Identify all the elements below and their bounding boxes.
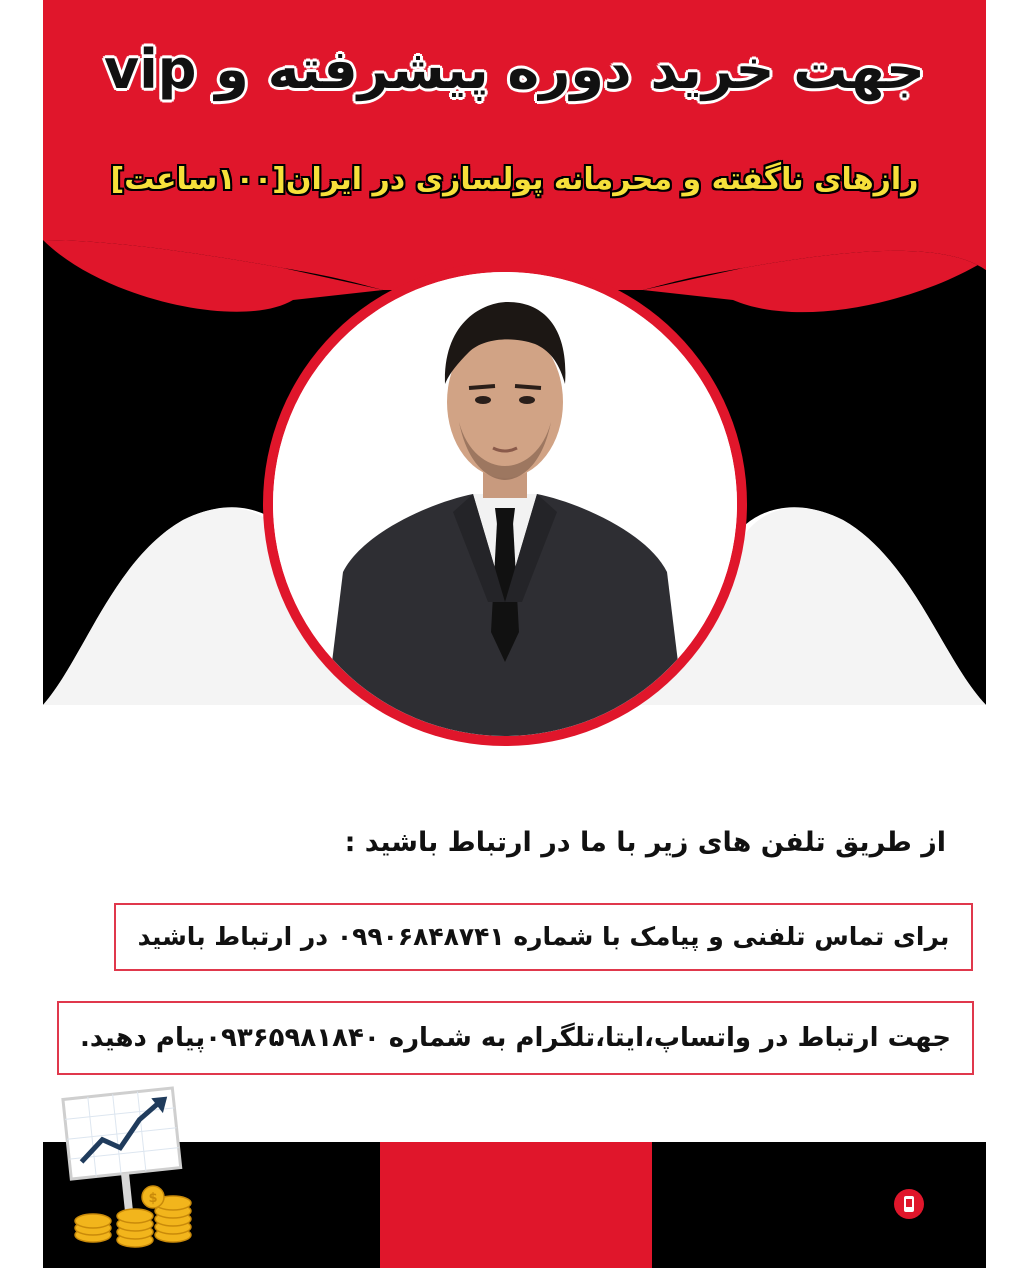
contact-heading: از طریق تلفن های زیر با ما در ارتباط باشید : bbox=[344, 827, 946, 858]
portrait-frame bbox=[263, 262, 747, 746]
phone-contact-text: برای تماس تلفنی و پیامک با شماره ۰۹۹۰۶۸۴۸۷۴۱ در ارتباط باشید bbox=[137, 922, 950, 951]
footer-red-center bbox=[380, 1142, 652, 1268]
man-in-suit-portrait-icon bbox=[273, 272, 737, 736]
rising-chart-sign-with-coins-icon bbox=[57, 1085, 217, 1255]
messenger-contact-text: جهت ارتباط در واتساپ،ایتا،تلگرام به شماره ۰۹۳۶۵۹۸۱۸۴۰پیام دهید. bbox=[80, 1023, 951, 1053]
course-subtitle: رازهای ناگفته و محرمانه پولسازی در ایران[۱۰۰ساعت] bbox=[110, 162, 919, 197]
page-title: جهت خرید دوره پیشرفته و vip bbox=[104, 38, 925, 101]
portrait-photo bbox=[273, 272, 737, 736]
phone-contact-box bbox=[114, 903, 973, 971]
phone-icon bbox=[894, 1189, 924, 1219]
messenger-contact-box bbox=[57, 1001, 974, 1075]
footer-black-right bbox=[652, 1142, 986, 1268]
svg-text:$: $ bbox=[148, 1191, 158, 1206]
poster bbox=[43, 0, 986, 1268]
